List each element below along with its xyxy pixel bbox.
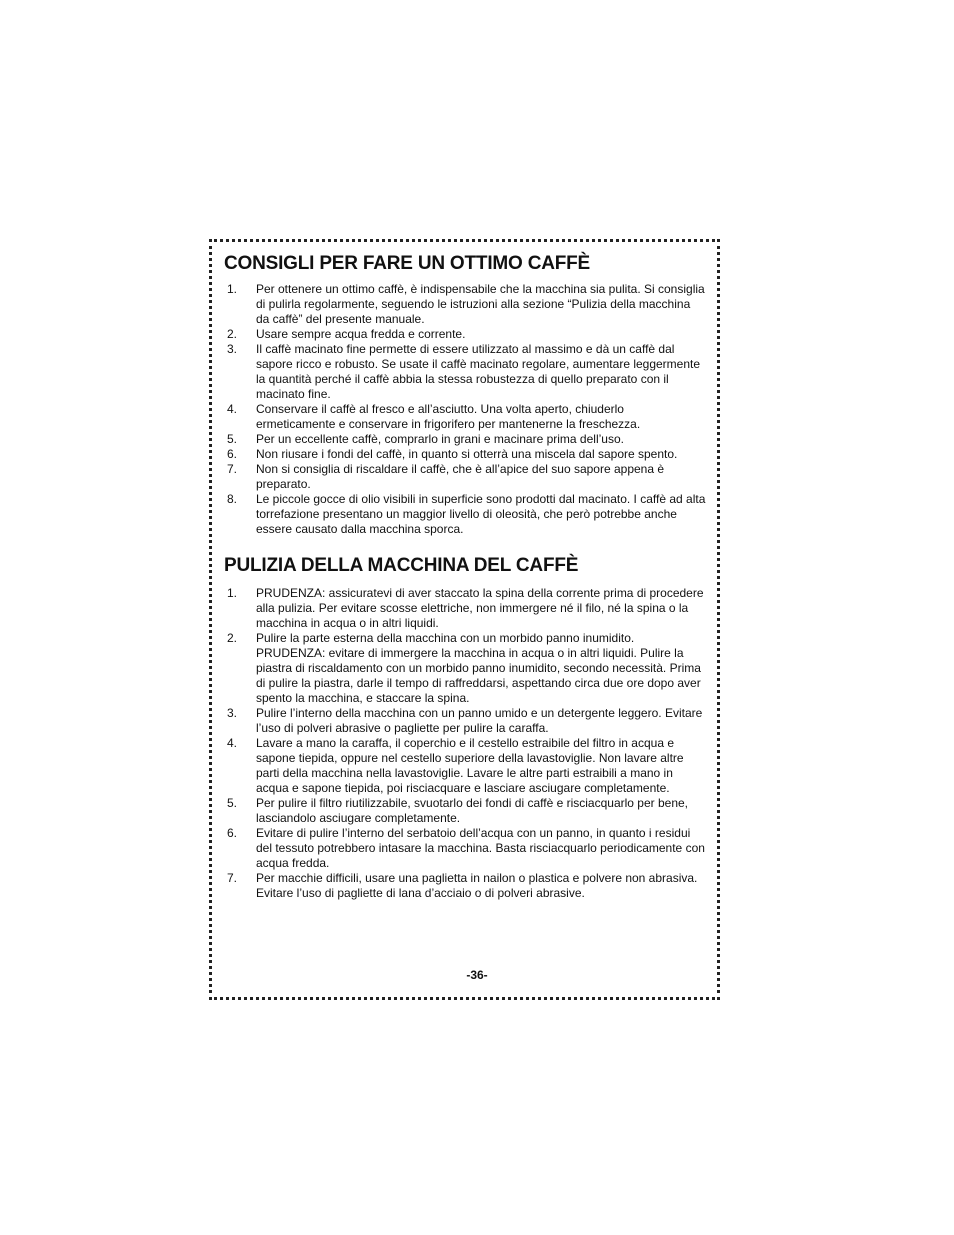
item-number: 6. — [227, 447, 238, 461]
item-text: Per un eccellente caffè, comprarlo in grani e macinare prima dell’uso. — [256, 432, 624, 446]
list-item — [224, 586, 706, 631]
item-number: 5. — [227, 432, 238, 446]
cleaning-list — [224, 586, 706, 901]
item-number: 4. — [227, 402, 238, 416]
list-item — [224, 796, 706, 826]
item-number: 7. — [227, 871, 238, 885]
item-text: PRUDENZA: assicuratevi di aver staccato la spina della corrente prima di procedere alla pulizia. Per evitare scosse elettriche, non immergere né il filo, né la spina o la macchina in acqua o in altri liquidi. — [256, 586, 704, 630]
list-item — [224, 282, 706, 327]
section-title-coffee-tips: CONSIGLI PER FARE UN OTTIMO CAFFÈ — [224, 253, 591, 274]
item-number: 3. — [227, 706, 238, 720]
list-item — [224, 327, 706, 342]
item-number: 3. — [227, 342, 238, 356]
list-item — [224, 871, 706, 901]
list-item — [224, 447, 706, 462]
item-number: 4. — [227, 736, 238, 750]
list-item — [224, 706, 706, 736]
item-number: 1. — [227, 586, 238, 600]
item-text: Usare sempre acqua fredda e corrente. — [256, 327, 466, 341]
item-text: Per pulire il filtro riutilizzabile, svuotarlo dei fondi di caffè e risciacquarlo per bene, lasciandolo asciugare completamente. — [256, 796, 688, 825]
item-text: Per ottenere un ottimo caffè, è indispensabile che la macchina sia pulita. Si consiglia di pulirla regolarmente, seguendo le istruzioni alla sezione “Pulizia della macchina da caffè” del presente manuale. — [256, 282, 705, 326]
item-text: Non riusare i fondi del caffè, in quanto si otterrà una miscela dal sapore spento. — [256, 447, 678, 461]
item-text: Lavare a mano la caraffa, il coperchio e il cestello estraibile del filtro in acqua e sapone tiepida, oppure nel cestello superiore della lavastoviglie. Non lavare altre parti della macchina nella lavastoviglie. Lavare le altre parti estraibili a mano in acqua e sapone tiepida, poi risciacquare e lasciare asciugare completamente. — [256, 736, 684, 795]
item-number: 2. — [227, 327, 238, 341]
list-item — [224, 402, 706, 432]
list-item — [224, 492, 706, 537]
item-number: 6. — [227, 826, 238, 840]
item-text: Il caffè macinato fine permette di essere utilizzato al massimo e dà un caffè dal sapore ricco e robusto. Se usate il caffè macinato regolare, aumentare leggermente la quantità perché il caffè abbia la stessa robustezza di quello preparato con il macinato fine. — [256, 342, 701, 401]
page-content — [224, 252, 706, 901]
list-item — [224, 826, 706, 871]
item-text: Conservare il caffè al fresco e all’asciutto. Una volta aperto, chiuderlo ermeticamente e conservare in frigorifero per mantenerne la freschezza. — [256, 402, 641, 431]
page-number: -36- — [466, 968, 488, 982]
list-item — [224, 631, 706, 706]
section-title-cleaning: PULIZIA DELLA MACCHINA DEL CAFFÈ — [224, 555, 579, 576]
item-text: Le piccole gocce di olio visibili in superficie sono prodotti dal macinato. I caffè ad alta torrefazione presentano un maggior livello di oleosità, che però potrebbe anche essere causato dalla macchina sporca. — [256, 492, 706, 536]
list-item — [224, 432, 706, 447]
coffee-tips-list — [224, 282, 706, 537]
item-text: Pulire l’interno della macchina con un panno umido e un detergente leggero. Evitare l’uso di polveri abrasive o pagliette per pulire la caraffa. — [256, 706, 703, 735]
list-item — [224, 342, 706, 402]
item-text: Per macchie difficili, usare una paglietta in nailon o plastica e polvere non abrasiva. Evitare l’uso di pagliette di lana d’acciaio o di polveri abrasive. — [256, 871, 698, 900]
item-number: 5. — [227, 796, 238, 810]
item-text: Evitare di pulire l’interno del serbatoio dell’acqua con un panno, in quanto i residui del tessuto potrebbero intasare la macchina. Basta risciacquarlo periodicamente con acqua fredda. — [256, 826, 705, 870]
list-item — [224, 462, 706, 492]
item-number: 1. — [227, 282, 238, 296]
item-number: 8. — [227, 492, 238, 506]
item-number: 2. — [227, 631, 238, 645]
list-item — [224, 736, 706, 796]
item-text: Pulire la parte esterna della macchina con un morbido panno inumidito. PRUDENZA: evitare di immergere la macchina in acqua o in altri liquidi. Pulire la piastra di riscaldamento con un morbido panno inumidito, secondo necessità. Prima di pulire la piastra, darle il tempo di raffreddarsi, aspettando circa due ore dopo aver spento la macchina, e staccare la spina. — [256, 631, 701, 705]
item-number: 7. — [227, 462, 238, 476]
item-text: Non si consiglia di riscaldare il caffè, che è all’apice del suo sapore appena è preparato. — [256, 462, 665, 491]
